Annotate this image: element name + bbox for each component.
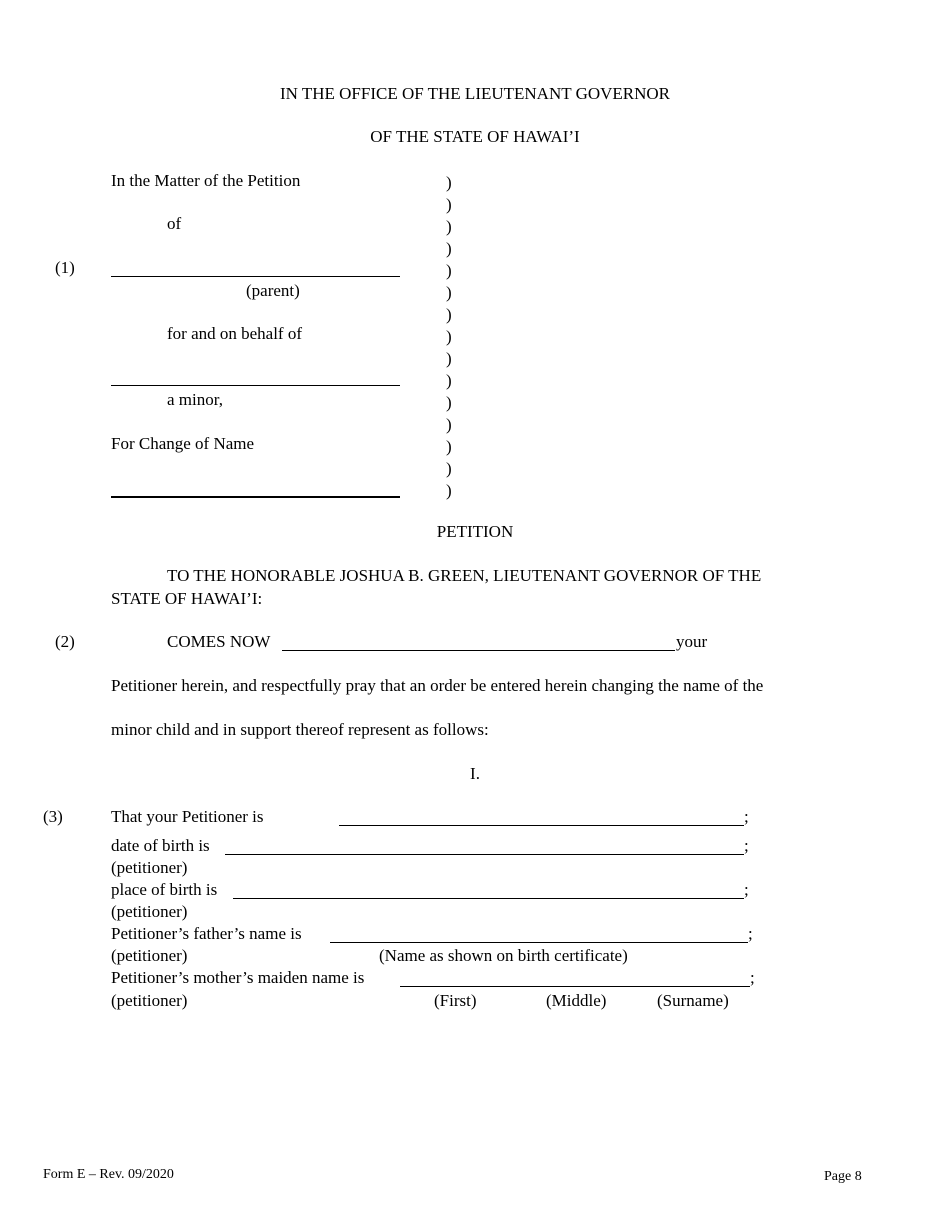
item-number-2: (2): [55, 632, 75, 651]
father-label: Petitioner’s father’s name is: [111, 924, 302, 943]
dob-line[interactable]: [225, 854, 744, 855]
pob-label: place of birth is: [111, 880, 218, 899]
caption-bottom-line: [111, 496, 400, 498]
pob-line[interactable]: [233, 898, 744, 899]
mother-line[interactable]: [400, 986, 750, 987]
semicolon: ;: [748, 924, 753, 943]
father-line[interactable]: [330, 942, 748, 943]
petitioner-label: (petitioner): [111, 902, 188, 921]
caption-parenthesis-column: ) ) ) ) ) ) ) ) ) ) ) ) ) ) ): [446, 173, 452, 500]
semicolon: ;: [750, 968, 755, 987]
mother-label: Petitioner’s mother’s maiden name is: [111, 968, 365, 987]
petitioner-label: (petitioner): [111, 858, 188, 877]
page-number: Page 8: [824, 1169, 862, 1184]
body-line-2: minor child and in support thereof represent as follows:: [111, 720, 489, 739]
item-number-3: (3): [43, 807, 63, 826]
petitioner-label: (petitioner): [111, 946, 188, 965]
dob-label: date of birth is: [111, 836, 210, 855]
semicolon: ;: [744, 836, 749, 855]
item-number-1: (1): [55, 258, 75, 277]
caption-change: For Change of Name: [111, 434, 255, 453]
caption-parent: (parent): [246, 281, 300, 300]
petitioner-is-label: That your Petitioner is: [111, 807, 264, 826]
caption-of: of: [167, 214, 182, 233]
section-heading: I.: [470, 764, 480, 783]
caption-matter: In the Matter of the Petition: [111, 171, 301, 190]
petition-title: PETITION: [436, 522, 514, 541]
header-line-2: OF THE STATE OF HAWAI’I: [370, 127, 580, 146]
first-label: (First): [434, 991, 477, 1010]
your-label: your: [676, 632, 708, 651]
petitioner-is-line[interactable]: [339, 825, 744, 826]
name-note: (Name as shown on birth certificate): [379, 946, 628, 965]
petitioner-name-line[interactable]: [282, 650, 675, 651]
middle-label: (Middle): [546, 991, 607, 1010]
address-line-2: STATE OF HAWAI’I:: [111, 589, 263, 608]
semicolon: ;: [744, 807, 749, 826]
form-revision: Form E – Rev. 09/2020: [43, 1167, 174, 1182]
caption-minor: a minor,: [167, 390, 223, 409]
address-line-1: TO THE HONORABLE JOSHUA B. GREEN, LIEUTENANT GOVERNOR OF THE: [167, 566, 762, 585]
parent-name-line[interactable]: [111, 276, 400, 277]
body-line-1: Petitioner herein, and respectfully pray that an order be entered herein changing the name of the: [111, 676, 764, 695]
petitioner-label: (petitioner): [111, 991, 188, 1010]
caption-behalf: for and on behalf of: [167, 324, 303, 343]
header-line-1: IN THE OFFICE OF THE LIEUTENANT GOVERNOR: [279, 84, 671, 103]
comes-now-label: COMES NOW: [167, 632, 271, 651]
surname-label: (Surname): [657, 991, 729, 1010]
minor-name-line[interactable]: [111, 385, 400, 386]
semicolon: ;: [744, 880, 749, 899]
